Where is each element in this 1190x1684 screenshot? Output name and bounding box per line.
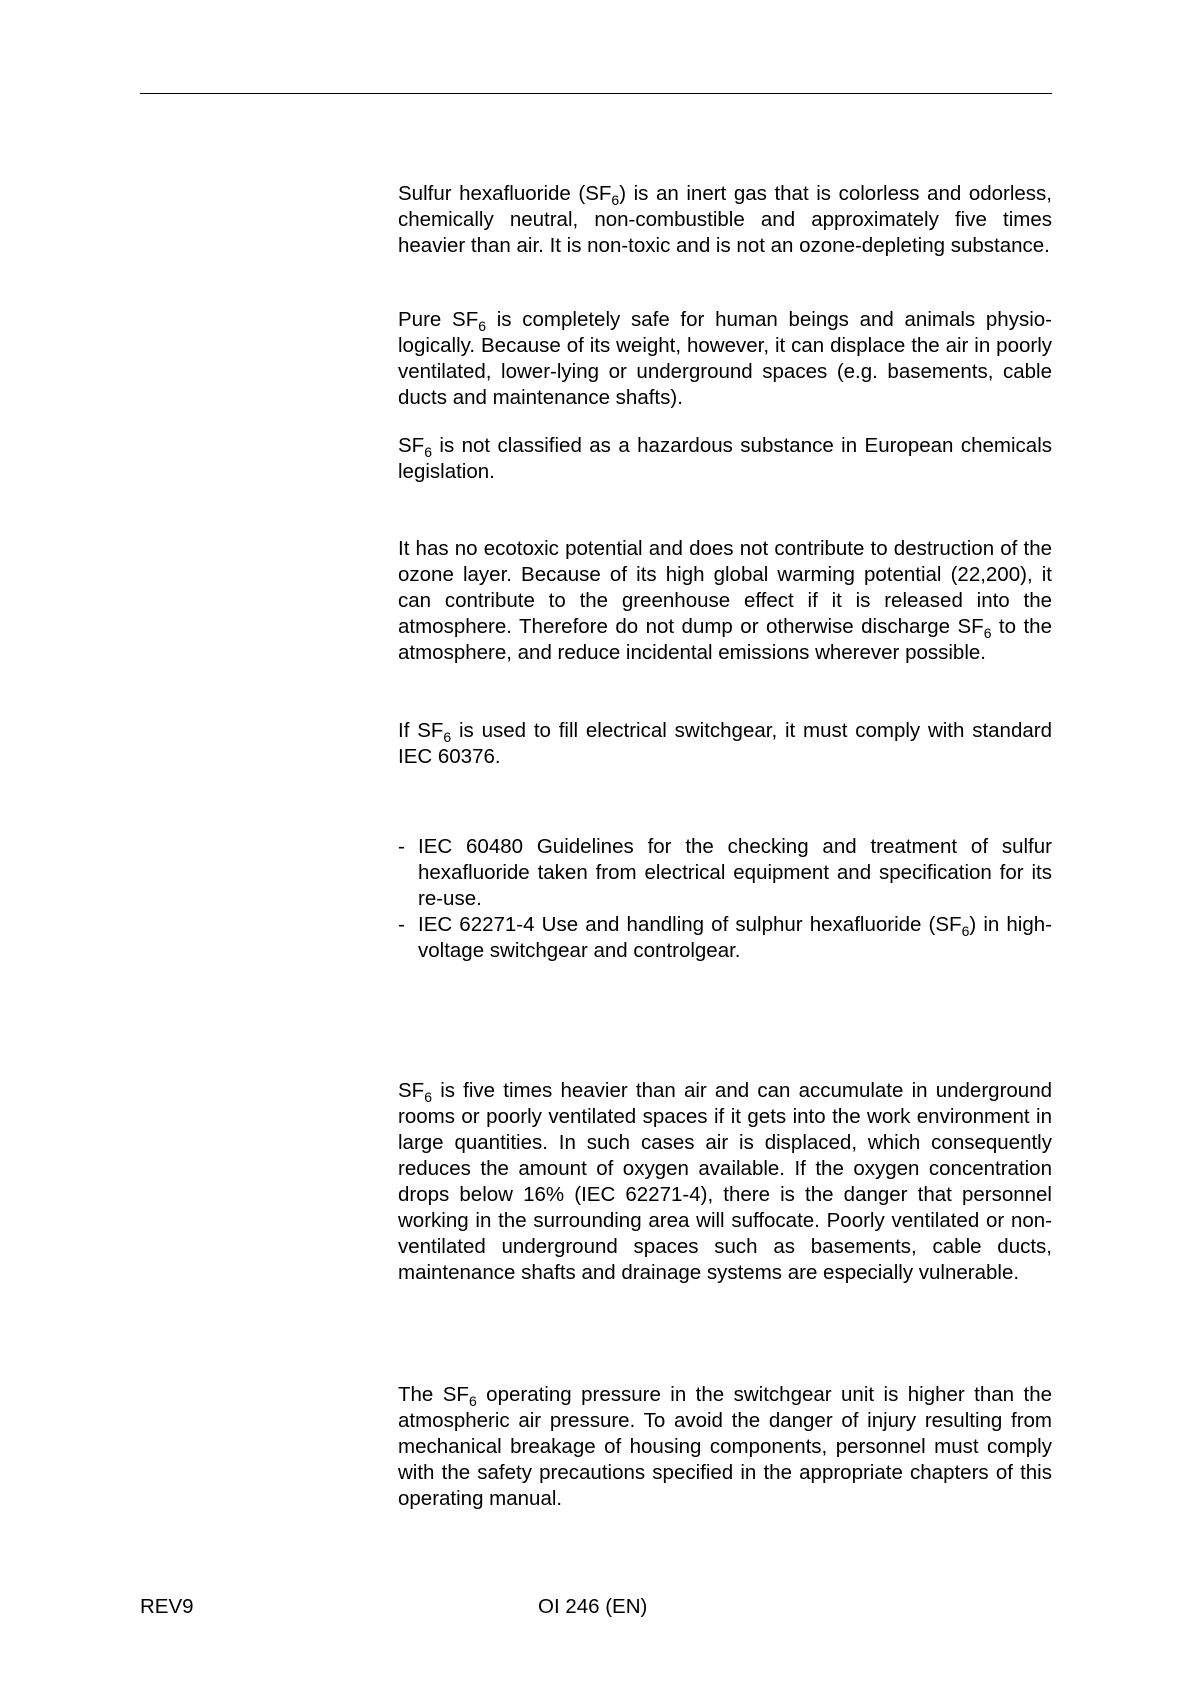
paragraph-physiology bbox=[398, 307, 1052, 411]
subscript: 6 bbox=[468, 1393, 477, 1409]
text: operating pressure in the switchgear unit is higher than the atmospheric air pressure. To avoid the danger of injury resulting from mechanical breakage of housing components, personnel must comply with the safety precautions specified in the appropriate chapters of this operating manual. bbox=[398, 1383, 1052, 1510]
header-rule bbox=[140, 93, 1052, 94]
paragraph-asphyxiation bbox=[398, 1078, 1052, 1286]
subscript: 6 bbox=[424, 1089, 432, 1105]
text: It has no ecotoxic potential and does not contribute to destruction of the ozone layer. Because of its high global warming potential (22,200), it can contribute to the greenhouse effect if it is released into the atmosphere. Therefore do not dump or otherwise discharge SF bbox=[398, 537, 1052, 638]
text: is five times heavier than air and can accumulate in underground rooms or poorly ventilated spaces if it gets into the work environment in large quantities. In such cases air is displaced, which consequently reduces the amount of oxygen available. If the oxygen concentration drops below 16% (IEC 62271-4), there is the danger that personnel working in the surrounding area will suffocate. Poorly ventilated or non-ventilated underground spaces such as basements, cable ducts, maintenance shafts and drainage systems are especially vulnerable. bbox=[398, 1079, 1052, 1284]
paragraph-iec-standard bbox=[398, 718, 1052, 770]
text: ) is an inert gas that is colorless and odorless, chemically neutral, non-combustible and approximately five times heavier than air. It is non-toxic and is not an ozone-depleting substance. bbox=[398, 182, 1053, 257]
text: The SF bbox=[398, 1383, 469, 1406]
text: Pure SF bbox=[398, 308, 479, 331]
text: IEC 60480 Guidelines for the checking and treatment of sulfur hexafluoride taken from electrical equipment and specification for its re-use. bbox=[418, 835, 1052, 910]
text: to the atmosphere, and reduce incidental emissions wherever possible. bbox=[398, 615, 1052, 664]
text: ) in high-voltage switchgear and controlgear. bbox=[418, 913, 1052, 962]
paragraph-environment bbox=[398, 536, 1052, 666]
subscript: 6 bbox=[983, 625, 992, 641]
paragraph-classification bbox=[398, 433, 1052, 485]
text: is not classified as a hazardous substance in European chemicals legislation. bbox=[398, 434, 1052, 483]
text: SF bbox=[398, 1079, 425, 1102]
subscript: 6 bbox=[424, 444, 432, 460]
paragraph-pressure bbox=[398, 1382, 1052, 1512]
text: is used to fill electrical switchgear, it must comply with standard IEC 60376. bbox=[398, 719, 1052, 768]
subscript: 6 bbox=[961, 923, 970, 939]
footer-document-id: OI 246 (EN) bbox=[538, 1595, 648, 1618]
text: Sulfur hexafluoride (SF bbox=[398, 182, 612, 205]
text: IEC 62271-4 Use and handling of sulphur hexafluoride (SF bbox=[418, 913, 962, 936]
text: is completely safe for human beings and animals physiologically. Because of its weight, however, it can displace the air in poorly ventilated, lower-lying or underground spaces (e.g. basements, cable ducts and maintenance shafts). bbox=[398, 308, 1052, 409]
subscript: 6 bbox=[611, 192, 620, 208]
subscript: 6 bbox=[478, 318, 487, 334]
footer-revision: REV9 bbox=[140, 1595, 194, 1618]
paragraph-properties bbox=[398, 181, 1052, 259]
subscript: 6 bbox=[443, 729, 452, 745]
list-item: - IEC 60480 Guidelines for the checking and treatment of sulfur hexafluoride taken from electrical equipment and specification for its re-use. bbox=[398, 835, 1052, 910]
standards-list bbox=[398, 834, 1052, 964]
list-item: - IEC 62271-4 Use and handling of sulphur hexafluoride $(SF_6)$ in high-voltage switchgear and controlgear. bbox=[398, 913, 1052, 962]
text: If SF bbox=[398, 719, 444, 742]
standards-list-block bbox=[398, 834, 1052, 964]
text: SF bbox=[398, 434, 425, 457]
